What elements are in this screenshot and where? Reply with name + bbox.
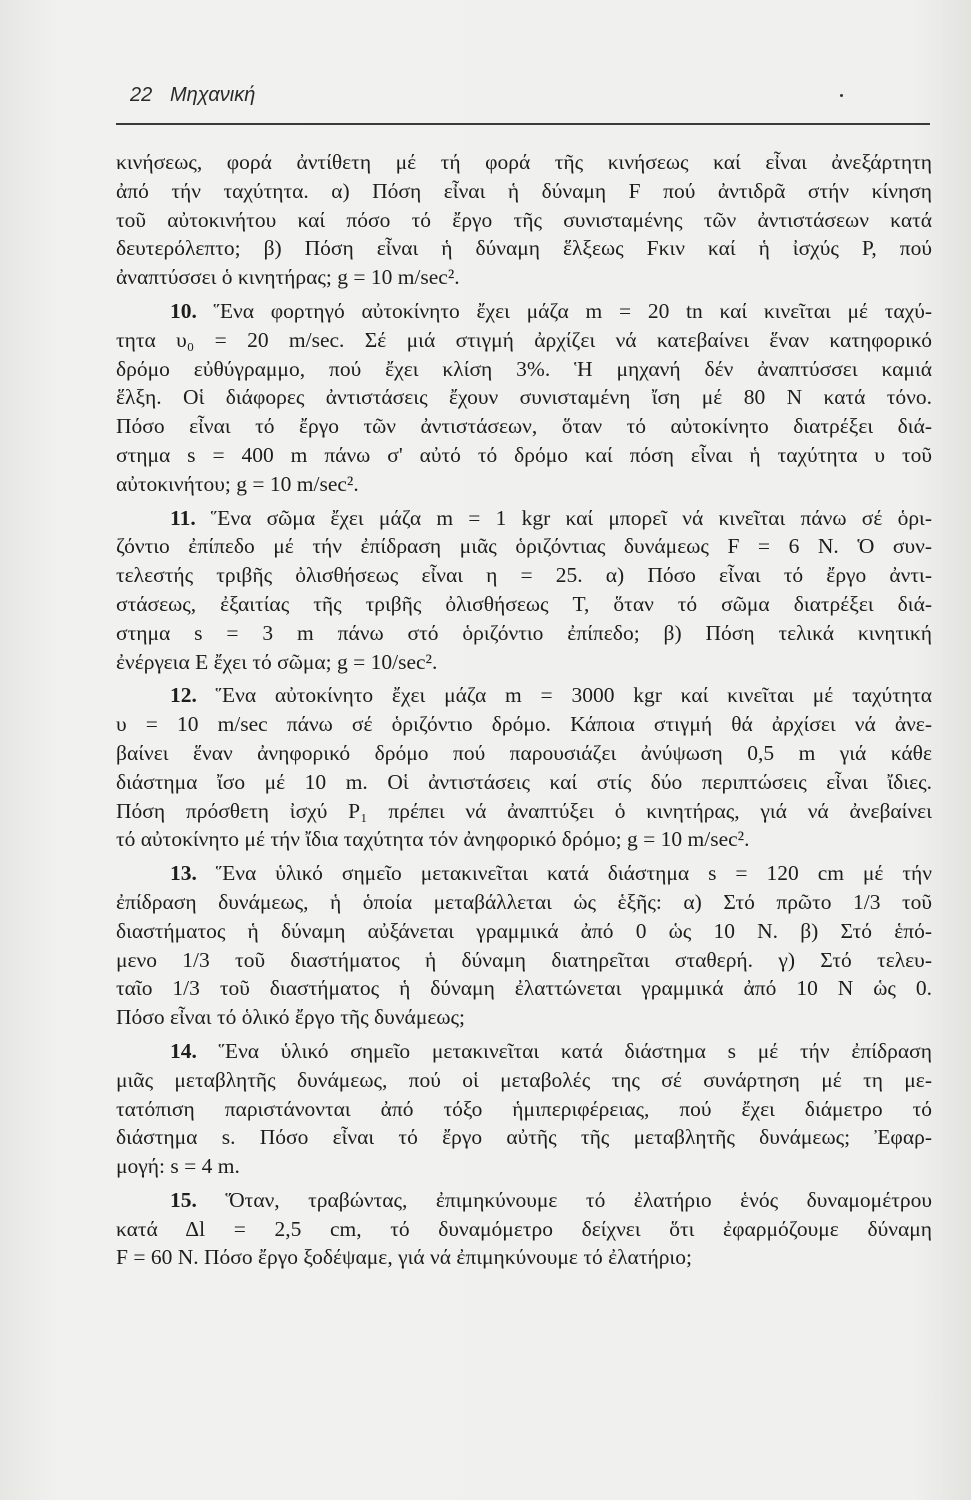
problem-text: Ἕνα ὑλικό σημεῖο μετακινεῖται κατά διάστημα s μέ τήν ἐπίδραση [218,1038,933,1063]
text-line: F = 60 N. Πόσο ἔργο ξοδέψαμε, γιά νά ἐπιμηκύνουμε τό ἐλατήριο; [116,1245,692,1270]
problem-number: 15. [170,1187,226,1212]
text-line: ταῖο 1/3 τοῦ διαστήματος ἡ δύναμη ἐλαττώνεται γραμμικά ἀπό 10 N ὡς 0. [116,976,932,1001]
header-rule [116,123,930,125]
text-line: διάστημα s. Πόσο εἶναι τό ἔργο αὐτῆς τῆς μεταβλητῆς δυνάμεως; Ἐφαρ- [116,1125,932,1150]
text-line: μενο 1/3 τοῦ διαστήματος ἡ δύναμη διατηρεῖται σταθερή. γ) Στό τελευ- [116,947,932,972]
text-line [116,504,932,533]
text-line: Πόσο εἶναι τό ἔργο τῶν ἀντιστάσεων, ὅταν τό αὐτοκίνητο διατρέξει διά- [116,414,932,439]
text-line: δρόμο εὐθύγραμμο, πού ἔχει κλίση 3%. Ἡ μηχανή δέν ἀναπτύσσει καμιά [116,356,932,381]
problem-text: Ἕνα φορτηγό αὐτοκίνητο ἔχει μάζα m = 20 tn καί κινεῖται μέ ταχύ- [213,298,933,323]
text-line: τό αὐτοκίνητο μέ τήν ἴδια ταχύτητα τόν ἀνηφορικό δρόμο; g = 10 m/sec². [116,827,750,852]
text-line [116,1037,932,1066]
problem-number: 11. [170,505,211,530]
page-header [118,78,930,118]
problem-10 [116,297,932,499]
problem-text: Ὅταν, τραβώντας, ἐπιμηκύνουμε τό ἐλατήριο ἑνός δυναμομέτρου [225,1187,932,1212]
page-number: 22 [130,84,153,106]
text-line: μιᾶς μεταβλητῆς δυνάμεως, πού οἱ μεταβολές της σέ συνάρτηση μέ τη με- [116,1067,932,1092]
problem-text: Ἕνα σῶμα ἔχει μάζα m = 1 kgr καί μπορεῖ νά κινεῖται πάνω σέ ὁρι- [210,505,932,530]
problem-11 [116,504,932,677]
text-line: ἀπό τήν ταχύτητα. α) Πόση εἶναι ἡ δύναμη F πού ἀντιδρᾶ στήν κίνηση [116,178,932,203]
header-dot [840,94,843,97]
problem-13 [116,859,932,1032]
problem-list [116,148,932,1272]
text-line: μογή: s = 4 m. [116,1154,240,1179]
problem-number: 13. [170,861,216,886]
text-line: κινήσεως, φορά ἀντίθετη μέ τή φορά τῆς κινήσεως καί εἶναι ἀνεξάρτητη [116,150,932,174]
problem-text: Ἕνα αὐτοκίνητο ἔχει μάζα m = 3000 kgr καί κινεῖται μέ ταχύτητα [215,683,932,708]
problem-continuation [116,148,932,292]
text-line: στημα s = 400 m πάνω σ' αὐτό τό δρόμο καί πόση εἶναι ἡ ταχύτητα υ τοῦ [116,442,932,467]
text-line [116,297,932,326]
text-line: τατόπιση παριστάνονται ἀπό τόξο ἡμιπεριφέρειας, πού ἔχει διάμετρο τό [116,1096,932,1121]
text-line: αὐτοκινήτου; g = 10 m/sec². [116,471,359,496]
text-line: στάσεως, ἐξαιτίας τῆς τριβῆς ὀλισθήσεως T, ὅταν τό σῶμα διατρέξει διά- [116,591,932,616]
text-line: στημα s = 3 m πάνω στό ὁριζόντιο ἐπίπεδο; β) Πόση τελικά κινητική [116,620,932,645]
text-line [116,1186,932,1215]
text-line: Πόση πρόσθετη ἰσχύ P₁ πρέπει νά ἀναπτύξει ὁ κινητήρας, γιά νά ἀνεβαίνει [116,798,932,823]
text-line: τελεστής τριβῆς ὀλισθήσεως εἶναι η = 25. α) Πόσο εἶναι τό ἔργο ἀντι- [116,563,932,588]
text-line: ἀναπτύσσει ὁ κινητήρας; g = 10 m/sec². [116,265,460,290]
text-line: ἐνέργεια E ἔχει τό σῶμα; g = 10/sec². [116,649,438,674]
problem-number: 10. [170,298,214,323]
text-line: βαίνει ἕναν ἀνηφορικό δρόμο πού παρουσιάζει ἀνύψωση 0,5 m γιά κάθε [116,740,932,765]
problem-text: Ἕνα ὑλικό σημεῖο μετακινεῖται κατά διάστημα s = 120 cm μέ τήν [215,861,933,886]
problem-14 [116,1037,932,1181]
text-line: τητα υ₀ = 20 m/sec. Σέ μιά στιγμή ἀρχίζει νά κατεβαίνει ἕναν κατηφορικό [116,327,932,352]
text-line: διάστημα ἴσο μέ 10 m. Οἱ ἀντιστάσεις καί στίς δύο περιπτώσεις εἶναι ἴδιες. [116,769,932,794]
problem-number: 12. [170,683,216,708]
problem-number: 14. [170,1038,219,1063]
text-line: κατά Δl = 2,5 cm, τό δυναμόμετρο δείχνει ὅτι ἐφαρμόζουμε δύναμη [116,1216,932,1241]
text-line [116,859,932,888]
text-line [116,681,932,710]
text-line: δευτερόλεπτο; β) Πόση εἶναι ἡ δύναμη ἕλξεως Fκιν καί ἡ ἰσχύς P, πού [116,236,932,261]
text-line: υ = 10 m/sec πάνω σέ ὁριζόντιο δρόμο. Κάποια στιγμή θά ἀρχίσει νά ἀνε- [116,712,932,737]
text-line: ἐπίδραση δυνάμεως, ἡ ὁποία μεταβάλλεται ὡς ἑξῆς: α) Στό πρῶτο 1/3 τοῦ [116,889,932,914]
text-line: τοῦ αὐτοκινήτου καί πόσο τό ἔργο τῆς συνισταμένης τῶν ἀντιστάσεων κατά [116,207,932,232]
problem-12 [116,681,932,854]
text-line: ζόντιο ἐπίπεδο μέ τήν ἐπίδραση μιᾶς ὁριζόντιας δυνάμεως F = 6 N. Ὁ συν- [116,534,932,559]
text-line: Πόσο εἶναι τό ὁλικό ἔργο τῆς δυνάμεως; [116,1005,466,1030]
problem-15 [116,1186,932,1272]
text-line: διαστήματος ἡ δύναμη αὐξάνεται γραμμικά ἀπό 0 ὡς 10 N. β) Στό ἑπό- [116,918,932,943]
running-title: Μηχανική [170,84,256,106]
text-line: ἕλξη. Οἱ διάφορες ἀντιστάσεις ἔχουν συνισταμένη ἴση μέ 80 N κατά τόνο. [116,385,932,410]
